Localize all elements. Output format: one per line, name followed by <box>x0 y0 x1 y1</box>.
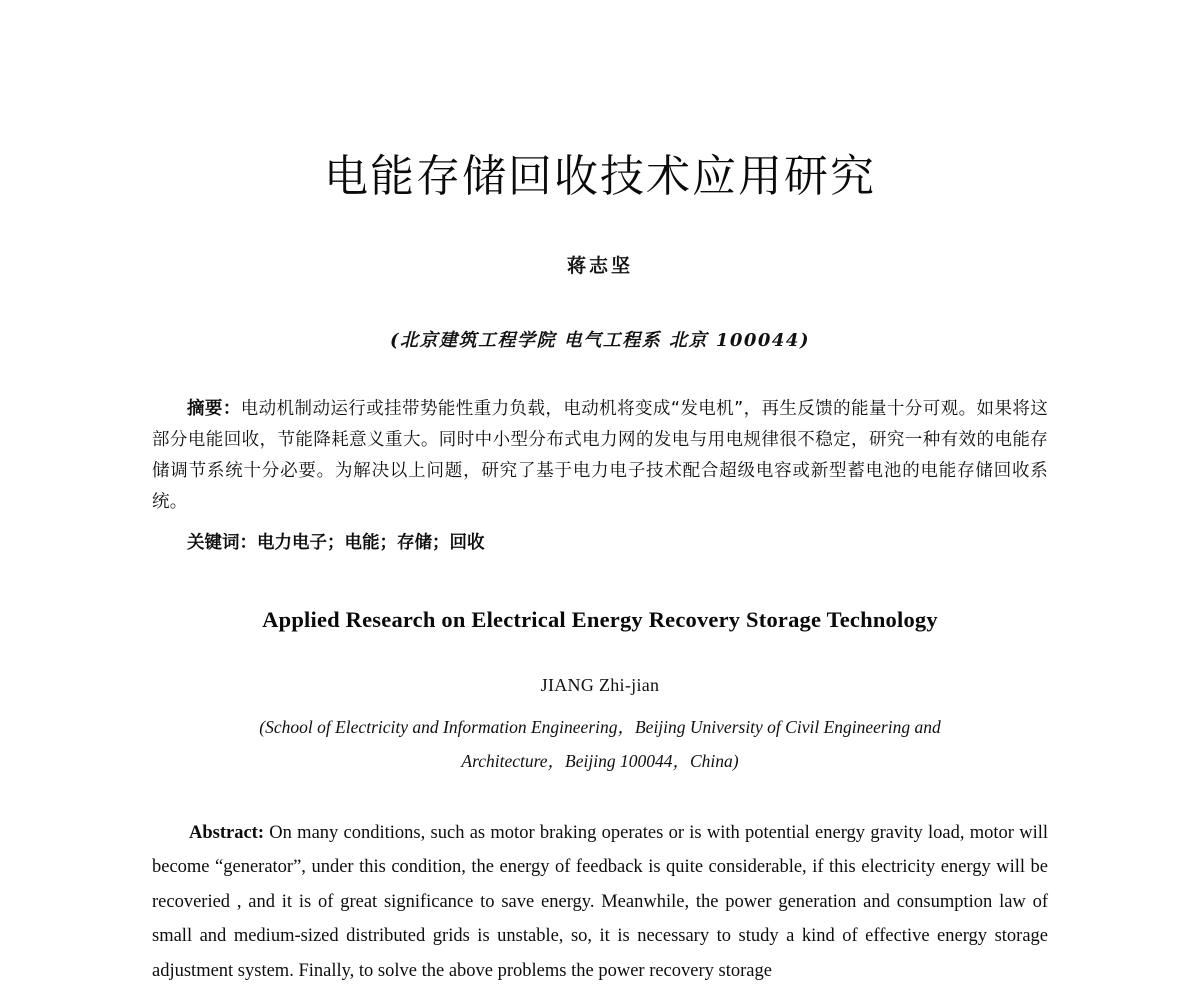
chinese-abstract-block <box>152 394 1048 518</box>
english-affiliation-line-1: (School of Electricity and Information Engineering，Beijing University of Civil Engineering and <box>259 716 941 737</box>
english-affiliation <box>152 710 1048 778</box>
english-author-name: JIANG Zhi-jian <box>540 674 660 695</box>
english-affiliation-line-2: Architecture，Beijing 100044，China) <box>461 750 739 771</box>
english-title: Applied Research on Electrical Energy Recovery Storage Technology <box>262 606 938 632</box>
english-abstract-block <box>152 816 1048 988</box>
english-abstract-text: On many conditions, such as motor braking operates or is with potential energy gravity load, motor will become “generator”, under this condition, the energy of feedback is quite considerable, if this electricity energy will be recoveried , and it is of great significance to save energy. Meanwhile, the power generation and consumption law of small and medium-sized distributed grids is unstable, so, it is necessary to study a kind of effective energy storage adjustment system. Finally, to solve the above problems the power recovery storage <box>152 822 1048 981</box>
chinese-author-name: 蒋志坚 <box>566 254 633 277</box>
chinese-keywords-text: 电力电子；电能；存储；回收 <box>257 532 485 553</box>
chinese-title: 电能存储回收技术应用研究 <box>324 151 876 202</box>
chinese-keywords-block <box>152 528 1048 559</box>
chinese-affiliation: (北京建筑工程学院 电气工程系 北京 100044) <box>390 329 810 351</box>
english-abstract-label: Abstract: <box>189 822 265 843</box>
chinese-abstract-label: 摘要： <box>187 398 241 419</box>
chinese-abstract-text: 电动机制动运行或挂带势能性重力负载，电动机将变成“发电机”，再生反馈的能量十分可观。如果将这部分电能回收，节能降耗意义重大。同时中小型分布式电力网的发电与用电规律很不稳定，研究一种有效的电能存储调节系统十分必要。为解决以上问题，研究了基于电力电子技术配合超级电容或新型蓄电池的电能存储回收系统。 <box>152 398 1048 512</box>
chinese-abstract-paragraph <box>152 394 1048 518</box>
page-content-column <box>152 0 1048 988</box>
chinese-keywords-label: 关键词： <box>187 532 257 553</box>
